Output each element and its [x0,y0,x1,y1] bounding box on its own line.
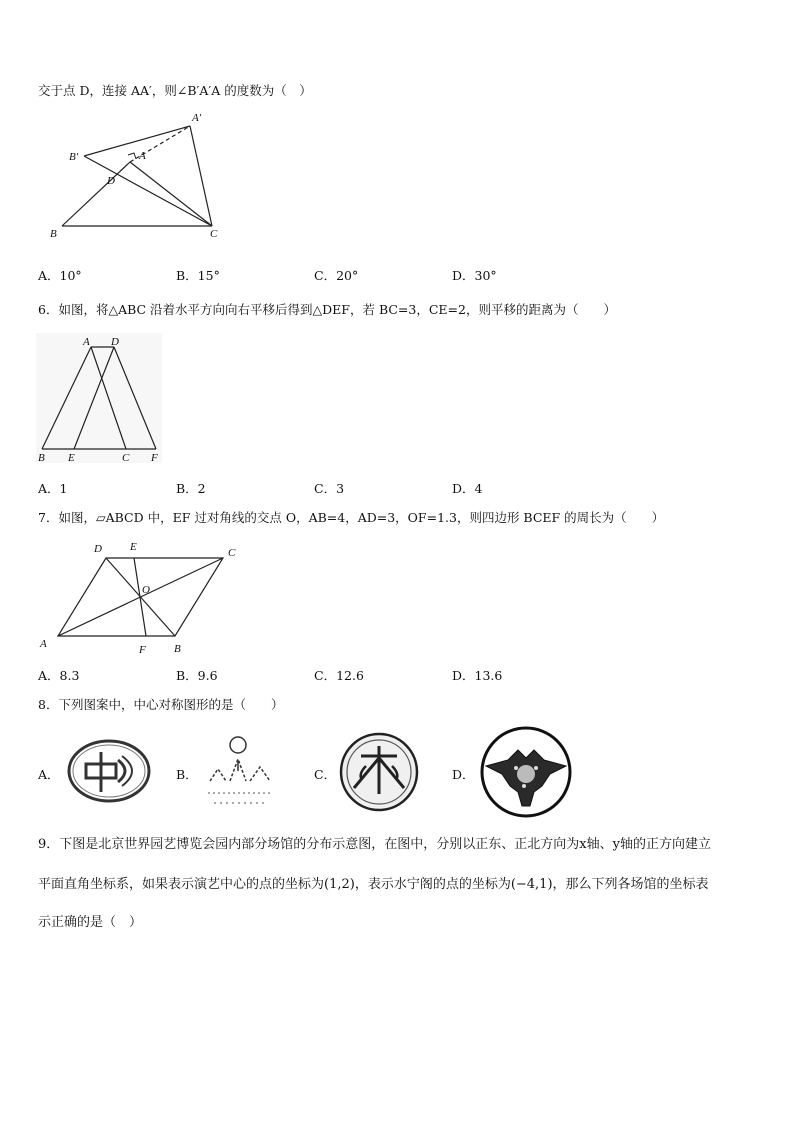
q7-label-b: B [174,643,181,655]
q6-label-e: E [68,452,75,464]
q5-option-a[interactable]: A．10° [38,268,82,283]
q5-label-a: A [139,150,146,162]
q8-option-b[interactable]: B． [176,767,198,782]
q7-option-d[interactable]: D．13.6 [452,668,503,683]
q7-label-c: C [228,547,236,559]
q9-line-3: 示正确的是（ ） [38,915,143,930]
q7-label-e: E [130,541,137,553]
q8-option-c[interactable]: C． [314,767,337,782]
q6-label-c: C [122,452,130,464]
q8-stem: 8．下列图案中，中心对称图形的是（ ） [38,697,284,712]
q6-label-b: B [38,452,45,464]
q7-label-o: O [142,584,150,596]
q5-stem-tail: 交于点 D，连接 AA′，则∠B′A′A 的度数为（ ） [38,83,312,98]
q7-stem: 7．如图，▱ABCD 中，EF 过对角线的交点 O，AB=4，AD=3，OF=1.3，则四边形 BCEF 的周长为（ ） [38,510,665,525]
q5-option-c[interactable]: C．20° [314,268,359,283]
q7-label-f: F [139,644,146,656]
q9-line-1: 9．下图是北京世界园艺博览会园内部分场馆的分布示意图，在图中，分别以正东、正北方向为x轴、y轴的正方向建立 [38,837,711,852]
q8-option-d[interactable]: D． [452,767,475,782]
q6-option-d[interactable]: D．4 [452,481,483,496]
q6-option-a[interactable]: A．1 [38,481,68,496]
q7-label-a: A [40,638,47,650]
q8-pattern-a-icon[interactable] [64,738,156,804]
q8-pattern-b-icon[interactable] [202,733,282,809]
q6-label-f: F [151,452,158,464]
q5-label-b: B [50,228,57,240]
q6-label-a: A [83,336,90,348]
q5-option-b[interactable]: B．15° [176,268,220,283]
q5-option-d[interactable]: D．30° [452,268,497,283]
q6-label-d: D [111,336,119,348]
q7-option-c[interactable]: C．12.6 [314,668,364,683]
q6-stem: 6．如图，将△ABC 沿着水平方向向右平移后得到△DEF，若 BC=3，CE=2，则平移的距离为（ ） [38,302,616,317]
q6-option-b[interactable]: B．2 [176,481,206,496]
q7-label-d: D [94,543,102,555]
q6-option-c[interactable]: C．3 [314,481,345,496]
q9-line-2: 平面直角坐标系，如果表示演艺中心的点的坐标为(1,2)，表示水宁阁的点的坐标为(−4,1)，那么下列各场馆的坐标表 [38,877,709,892]
q7-option-b[interactable]: B．9.6 [176,668,218,683]
q5-label-a-prime: A′ [192,112,202,124]
q7-option-a[interactable]: A．8.3 [38,668,80,683]
q8-option-a[interactable]: A． [38,767,60,782]
q5-label-c: C [210,228,218,240]
q5-label-b-prime: B′ [69,151,79,163]
q8-pattern-c-icon[interactable] [336,732,422,812]
q8-pattern-d-icon[interactable] [478,726,574,818]
q5-label-d: D [107,175,115,187]
